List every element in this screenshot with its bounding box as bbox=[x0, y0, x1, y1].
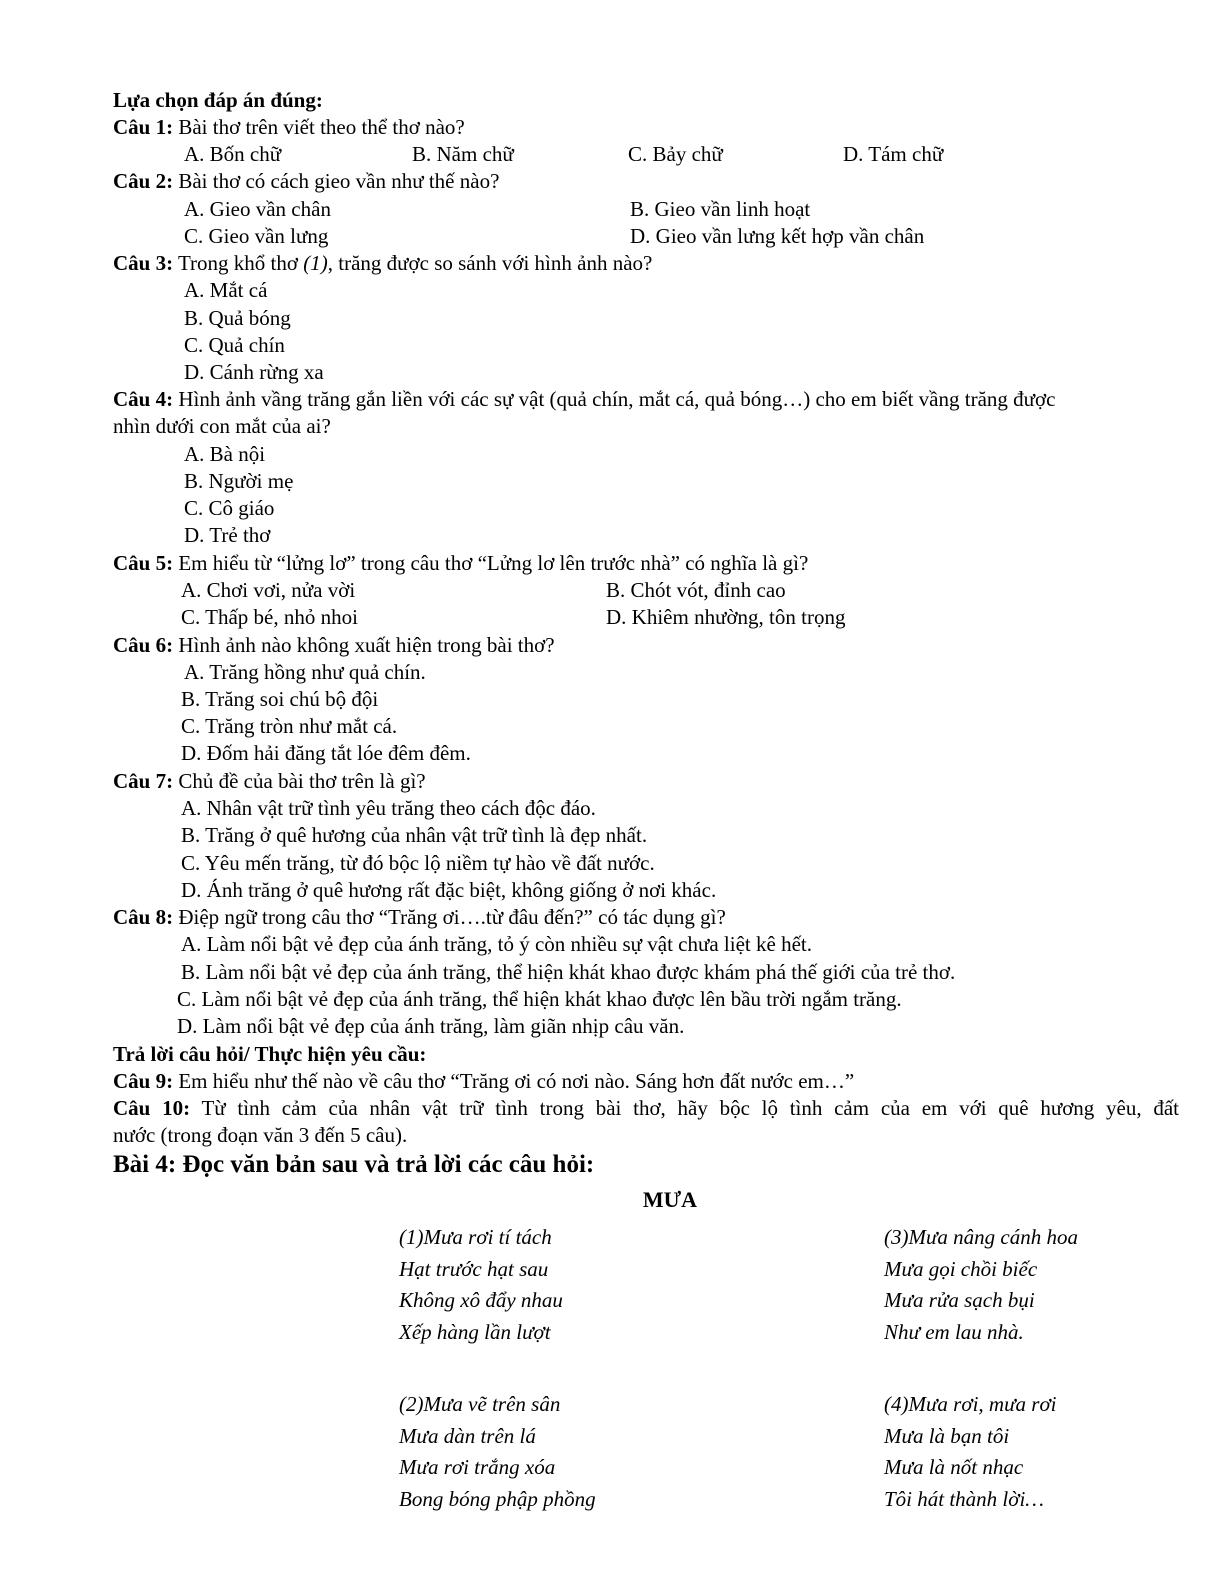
question-text-cont: , trăng được so sánh với hình ảnh nào? bbox=[327, 251, 653, 275]
question-6 bbox=[113, 632, 555, 658]
option-8d: D. Làm nổi bật vẻ đẹp của ánh trăng, làm giãn nhịp câu văn. bbox=[177, 1014, 685, 1038]
stanza-reference: (1) bbox=[303, 251, 328, 275]
option-5d: D. Khiêm nhường, tôn trọng bbox=[606, 605, 846, 629]
poem-line: (4)Mưa rơi, mưa rơi bbox=[884, 1392, 1057, 1416]
option-7a: A. Nhân vật trữ tình yêu trăng theo cách độc đáo. bbox=[181, 796, 596, 820]
question-text: Từ tình cảm của nhân vật trữ tình trong bài thơ, hãy bộc lộ tình cảm của em với quê hương yêu, đất bbox=[201, 1096, 1179, 1120]
poem-line: Tôi hát thành lời… bbox=[884, 1486, 1044, 1511]
exercise-4-heading: Bài 4: Đọc văn bản sau và trả lời các câu hỏi: bbox=[113, 1151, 595, 1178]
poem-line: Mưa là bạn tôi bbox=[884, 1423, 1010, 1448]
question-text: Hình ảnh nào không xuất hiện trong bài thơ? bbox=[178, 633, 555, 657]
question-9 bbox=[113, 1068, 854, 1094]
question-2 bbox=[113, 168, 499, 194]
option-3b: B. Quả bóng bbox=[184, 306, 291, 330]
question-text: Em hiểu như thế nào về câu thơ “Trăng ơi có nơi nào. Sáng hơn đất nước em…” bbox=[178, 1069, 855, 1093]
option-1b: B. Năm chữ bbox=[412, 142, 514, 166]
section-heading-open-questions: Trả lời câu hỏi/ Thực hiện yêu cầu: bbox=[113, 1042, 427, 1066]
stanza-1 bbox=[399, 1222, 563, 1348]
question-text: Chủ đề của bài thơ trên là gì? bbox=[178, 769, 426, 793]
question-label: Câu 5: bbox=[113, 551, 174, 575]
option-3a: A. Mắt cá bbox=[184, 278, 268, 302]
poem-line: Xếp hàng lần lượt bbox=[399, 1319, 551, 1344]
option-3c: C. Quả chín bbox=[184, 333, 285, 357]
option-7d: D. Ánh trăng ở quê hương rất đặc biệt, không giống ở nơi khác. bbox=[181, 878, 717, 902]
section-heading-multiple-choice: Lựa chọn đáp án đúng: bbox=[113, 88, 323, 112]
question-5 bbox=[113, 550, 808, 576]
stanza-4 bbox=[884, 1389, 1056, 1515]
option-4a: A. Bà nội bbox=[184, 442, 266, 466]
option-4b: B. Người mẹ bbox=[184, 469, 294, 493]
question-label: Câu 3: bbox=[113, 251, 174, 275]
poem-line: (2)Mưa vẽ trên sân bbox=[399, 1392, 561, 1416]
option-3d: D. Cánh rừng xa bbox=[184, 360, 324, 384]
question-4-line2: nhìn dưới con mắt của ai? bbox=[113, 414, 331, 438]
question-label: Câu 6: bbox=[113, 633, 174, 657]
option-2a: A. Gieo vần chân bbox=[184, 197, 331, 221]
poem-title: MƯA bbox=[642, 1187, 698, 1212]
question-label: Câu 8: bbox=[113, 905, 174, 929]
option-5c: C. Thấp bé, nhỏ nhoi bbox=[181, 605, 358, 629]
poem-line: Mưa rửa sạch bụi bbox=[884, 1288, 1035, 1312]
option-6d: D. Đốm hải đăng tắt lóe đêm đêm. bbox=[181, 741, 471, 765]
question-text: Trong khổ thơ bbox=[177, 251, 304, 275]
poem-line: Bong bóng phập phồng bbox=[399, 1486, 596, 1511]
poem-line: Mưa dàn trên lá bbox=[399, 1423, 536, 1448]
option-6b: B. Trăng soi chú bộ đội bbox=[181, 687, 379, 711]
poem-line: (3)Mưa nâng cánh hoa bbox=[884, 1225, 1079, 1249]
poem-line: Mưa rơi trắng xóa bbox=[399, 1455, 556, 1479]
question-label: Câu 9: bbox=[113, 1069, 174, 1093]
option-7c: C. Yêu mến trăng, từ đó bộc lộ niềm tự hào về đất nước. bbox=[181, 851, 655, 875]
option-8c: C. Làm nổi bật vẻ đẹp của ánh trăng, thể hiện khát khao được lên bầu trời ngắm trăng. bbox=[177, 987, 902, 1011]
poem-line: (1)Mưa rơi tí tách bbox=[399, 1225, 552, 1249]
option-6c: C. Trăng tròn như mắt cá. bbox=[181, 714, 398, 738]
question-label: Câu 1: bbox=[113, 115, 174, 139]
question-text: Em hiểu từ “lửng lơ” trong câu thơ “Lửng lơ lên trước nhà” có nghĩa là gì? bbox=[178, 551, 809, 575]
option-5b: B. Chót vót, đỉnh cao bbox=[606, 578, 786, 602]
poem-line: Không xô đẩy nhau bbox=[399, 1288, 563, 1312]
stanza-2 bbox=[399, 1389, 596, 1515]
question-10 bbox=[113, 1095, 1179, 1121]
option-2d: D. Gieo vần lưng kết hợp vần chân bbox=[630, 224, 925, 248]
question-label: Câu 10: bbox=[113, 1096, 191, 1120]
poem-line: Mưa gọi chồi biếc bbox=[884, 1256, 1038, 1281]
question-text: Bài thơ trên viết theo thể thơ nào? bbox=[178, 115, 465, 139]
option-2c: C. Gieo vần lưng bbox=[184, 224, 329, 248]
stanza-3 bbox=[884, 1222, 1078, 1348]
question-3 bbox=[113, 250, 652, 276]
question-text: Bài thơ có cách gieo vần như thế nào? bbox=[178, 169, 500, 193]
option-4c: C. Cô giáo bbox=[184, 496, 275, 520]
option-1a: A. Bốn chữ bbox=[184, 142, 282, 166]
question-8 bbox=[113, 904, 726, 930]
question-label: Câu 2: bbox=[113, 169, 174, 193]
poem-line: Mưa là nốt nhạc bbox=[884, 1455, 1024, 1479]
question-1 bbox=[113, 114, 465, 140]
question-10-line2: nước (trong đoạn văn 3 đến 5 câu). bbox=[113, 1123, 408, 1147]
option-7b: B. Trăng ở quê hương của nhân vật trữ tình là đẹp nhất. bbox=[181, 823, 648, 847]
question-text: Điệp ngữ trong câu thơ “Trăng ơi….từ đâu đến?” có tác dụng gì? bbox=[178, 905, 726, 929]
option-8b: B. Làm nổi bật vẻ đẹp của ánh trăng, thể hiện khát khao được khám phá thế giới của trẻ thơ. bbox=[181, 960, 956, 984]
option-8a: A. Làm nổi bật vẻ đẹp của ánh trăng, tỏ ý còn nhiều sự vật chưa liệt kê hết. bbox=[181, 932, 812, 956]
poem-line: Như em lau nhà. bbox=[884, 1319, 1024, 1344]
option-1c: C. Bảy chữ bbox=[628, 142, 723, 166]
question-text: Hình ảnh vầng trăng gắn liền với các sự vật (quả chín, mắt cá, quả bóng…) cho em biết vầng trăng được bbox=[178, 387, 1056, 411]
question-4 bbox=[113, 386, 1055, 412]
option-5a: A. Chơi vơi, nửa vời bbox=[181, 578, 356, 602]
question-label: Câu 4: bbox=[113, 387, 174, 411]
question-7 bbox=[113, 768, 426, 794]
option-4d: D. Trẻ thơ bbox=[184, 523, 271, 547]
question-label: Câu 7: bbox=[113, 769, 174, 793]
option-6a: A. Trăng hồng như quả chín. bbox=[184, 660, 426, 684]
poem-line: Hạt trước hạt sau bbox=[399, 1256, 549, 1281]
option-1d: D. Tám chữ bbox=[843, 142, 944, 166]
option-2b: B. Gieo vần linh hoạt bbox=[630, 197, 811, 221]
